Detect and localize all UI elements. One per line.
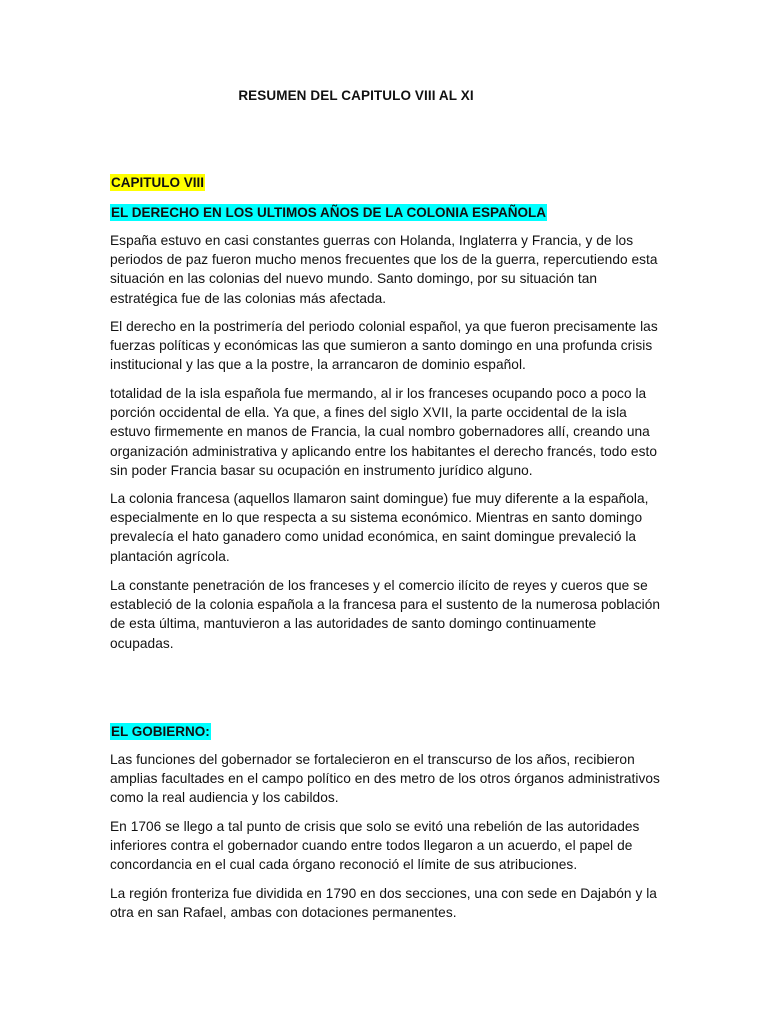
chapter-heading: CAPITULO VIII (111, 175, 205, 190)
chapter-subheading: EL DERECHO EN LOS ULTIMOS AÑOS DE LA COLONIA ESPAÑOLA (111, 205, 547, 220)
paragraph: En 1706 se llego a tal punto de crisis que solo se evitó una rebelión de las autoridades inferiores contra el gobernador cuando entre todos llegaron a un acuerdo, el papel de concordancia en el cual cada órgano reconoció el límite de sus atribuciones. (110, 819, 640, 873)
paragraph: La región fronteriza fue dividida en 1790 en dos secciones, una con sede en Dajabón y la otra en san Rafael, ambas con dotaciones permanentes. (110, 886, 657, 921)
paragraph: Las funciones del gobernador se fortalecieron en el transcurso de los años, recibieron amplias facultades en el campo político en des metro de los otros órganos administrativos como la real audiencia y los cabildos. (110, 752, 660, 806)
paragraph: La constante penetración de los franceses y el comercio ilícito de reyes y cueros que se estableció de la colonia española a la francesa para el sustento de la numerosa población de esta última, mantuvieron a las autoridades de santo domingo continuamente ocupadas. (110, 578, 661, 651)
paragraph: La colonia francesa (aquellos llamaron saint domingue) fue muy diferente a la española, especialmente en lo que respecta a su sistema económico. Mientras en santo domingo prevalecía el hato ganadero como unidad económica, en saint domingue prevaleció la plantación agrícola. (110, 491, 649, 564)
paragraph: totalidad de la isla española fue mermando, al ir los franceses ocupando poco a poco la porción occidental de ella. Ya que, a fines del siglo XVII, la parte occidental de la isla estuvo firmemente en manos de Francia, la cual nombro gobernadores allí, creando una organización administrativa y aplicando entre los habitantes el derecho francés, todo esto sin poder Francia basar su ocupación en instrumento jurídico alguno. (110, 386, 657, 478)
section-heading: EL GOBIERNO: (111, 724, 210, 739)
paragraph: España estuvo en casi constantes guerras con Holanda, Inglaterra y Francia, y de los periodos de paz fueron mucho menos frecuentes que los de la guerra, repercutiendo esta situación en las colonias del nuevo mundo. Santo domingo, por su situación tan estratégica fue de las colonias más afectada. (110, 233, 658, 306)
document-title: RESUMEN DEL CAPITULO VIII AL XI (238, 88, 474, 103)
paragraph: El derecho en la postrimería del periodo colonial español, ya que fueron precisamente las fuerzas políticas y económicas las que sumieron a santo domingo en una profunda crisis institucional y las que a la postre, la arrancaron de dominio español. (110, 319, 658, 373)
